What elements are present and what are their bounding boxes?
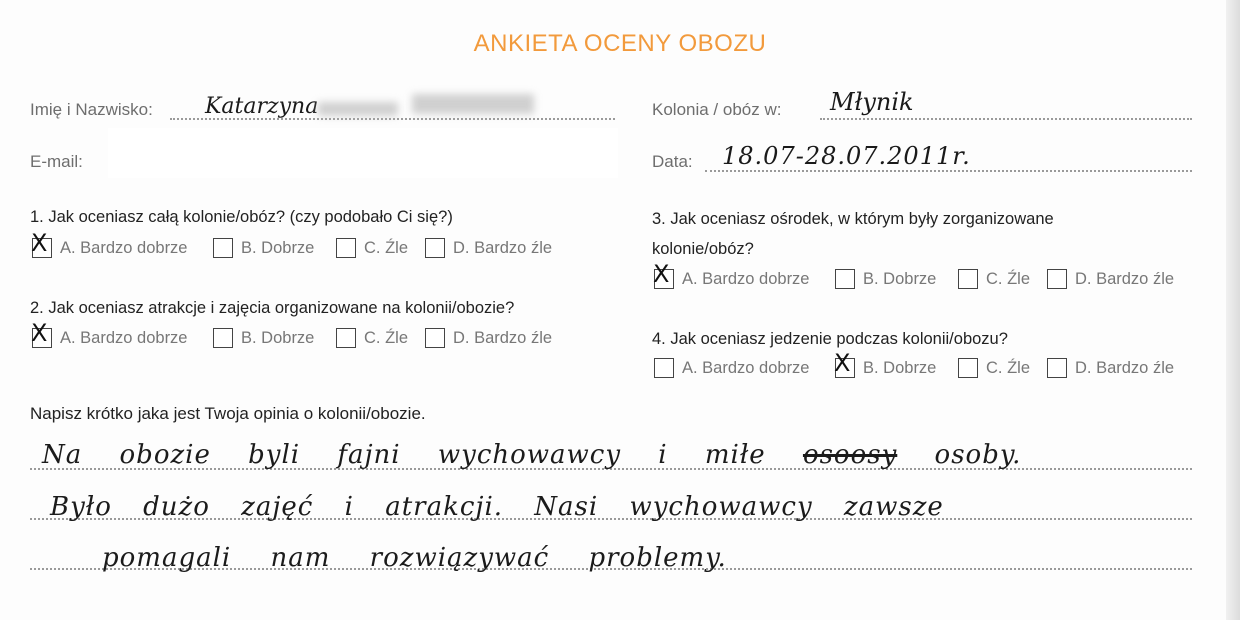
check-mark-icon: X [31, 229, 48, 257]
q2-checkbox-b[interactable] [213, 328, 233, 348]
q2-checkbox-c[interactable] [336, 328, 356, 348]
q4-option-b-label: B. Dobrze [863, 358, 937, 377]
name-value[interactable]: Katarzyna [205, 94, 319, 119]
question-2: 2. Jak oceniasz atrakcje i zajęcia organizowane na kolonii/obozie? [30, 299, 515, 317]
camp-dotted-line [820, 118, 1192, 120]
q1-option-a-label: A. Bardzo dobrze [60, 238, 188, 257]
q4-checkbox-b[interactable] [834, 349, 855, 378]
q3-option-c[interactable] [958, 269, 1030, 289]
camp-label: Kolonia / obóz w: [652, 100, 782, 119]
question-1: 1. Jak oceniasz całą kolonie/obóz? (czy podobało Ci się?) [30, 208, 453, 226]
q2-option-c-label: C. Źle [364, 328, 409, 347]
q1-option-c[interactable] [336, 238, 408, 258]
opinion-text-1b: osoby. [934, 440, 1022, 470]
q2-option-a[interactable] [31, 319, 188, 348]
q1-option-b-label: B. Dobrze [241, 238, 315, 257]
q3-option-b[interactable] [835, 269, 936, 289]
name-label: Imię i Nazwisko: [30, 100, 153, 119]
q2-checkbox-d[interactable] [425, 328, 445, 348]
q4-option-c-label: C. Źle [986, 358, 1031, 377]
q4-option-b[interactable] [834, 349, 937, 378]
q1-option-c-label: C. Źle [364, 238, 409, 257]
q3-checkbox-a[interactable] [653, 260, 674, 289]
date-value[interactable]: 18.07-28.07.2011r. [722, 142, 971, 170]
email-redaction[interactable] [108, 128, 618, 178]
q1-checkbox-d[interactable] [425, 238, 445, 258]
q3-checkbox-d[interactable] [1047, 269, 1067, 289]
q4-checkbox-d[interactable] [1047, 358, 1067, 378]
q2-option-a-label: A. Bardzo dobrze [60, 328, 188, 347]
q1-checkbox-a[interactable] [31, 229, 52, 258]
opinion-text-1-struck: osoosy [802, 440, 898, 470]
q2-option-b-label: B. Dobrze [241, 328, 315, 347]
opinion-text-1a: Na obozie byli fajni wychowawcy i miłe [42, 440, 766, 470]
q4-option-a[interactable] [654, 358, 810, 378]
q1-option-a[interactable] [31, 229, 188, 258]
question-4: 4. Jak oceniasz jedzenie podczas kolonii/obozu? [652, 330, 1008, 348]
card-edge [1226, 0, 1240, 620]
name-blur-2 [412, 94, 534, 114]
email-label: E-mail: [30, 152, 83, 171]
q1-checkbox-b[interactable] [213, 238, 233, 258]
q1-option-b[interactable] [213, 238, 314, 258]
check-mark-icon: X [31, 319, 48, 347]
q4-option-d[interactable] [1047, 358, 1174, 378]
q3-option-c-label: C. Źle [986, 269, 1031, 288]
survey-title: ANKIETA OCENY OBOZU [473, 30, 767, 57]
q1-checkbox-c[interactable] [336, 238, 356, 258]
q3-option-b-label: B. Dobrze [863, 269, 937, 288]
name-blur-1 [318, 102, 398, 116]
q1-option-d[interactable] [425, 238, 552, 258]
q3-option-d[interactable] [1047, 269, 1174, 289]
date-label: Data: [652, 152, 693, 171]
q2-checkbox-a[interactable] [31, 319, 52, 348]
q1-option-d-label: D. Bardzo źle [453, 238, 553, 257]
q3-option-a-label: A. Bardzo dobrze [682, 269, 810, 288]
q4-option-d-label: D. Bardzo źle [1075, 358, 1175, 377]
check-mark-icon: X [834, 349, 851, 377]
q2-option-c[interactable] [336, 328, 408, 348]
q4-option-a-label: A. Bardzo dobrze [682, 358, 810, 377]
camp-value[interactable]: Młynik [830, 88, 914, 116]
q2-option-d[interactable] [425, 328, 552, 348]
q3-checkbox-c[interactable] [958, 269, 978, 289]
q4-checkbox-c[interactable] [958, 358, 978, 378]
q2-option-d-label: D. Bardzo źle [453, 328, 553, 347]
q3-option-a[interactable] [653, 260, 810, 289]
check-mark-icon: X [653, 260, 670, 288]
date-dotted-line [705, 170, 1192, 172]
question-3-line-1: 3. Jak oceniasz ośrodek, w którym były zorganizowane [652, 210, 1054, 228]
q3-option-d-label: D. Bardzo źle [1075, 269, 1175, 288]
opinion-text-line-2[interactable]: Było dużo zajęć i atrakcji. Nasi wychowawcy zawsze [50, 492, 944, 522]
q4-checkbox-a[interactable] [654, 358, 674, 378]
q4-option-c[interactable] [958, 358, 1030, 378]
question-3-line-2: kolonie/obóz? [652, 240, 754, 258]
opinion-text-line-3[interactable]: pomagali nam rozwiązywać problemy. [102, 543, 727, 573]
q2-option-b[interactable] [213, 328, 314, 348]
opinion-question: Napisz krótko jaka jest Twoja opinia o kolonii/obozie. [30, 404, 426, 423]
q3-checkbox-b[interactable] [835, 269, 855, 289]
opinion-text-line-1[interactable] [42, 440, 1021, 470]
